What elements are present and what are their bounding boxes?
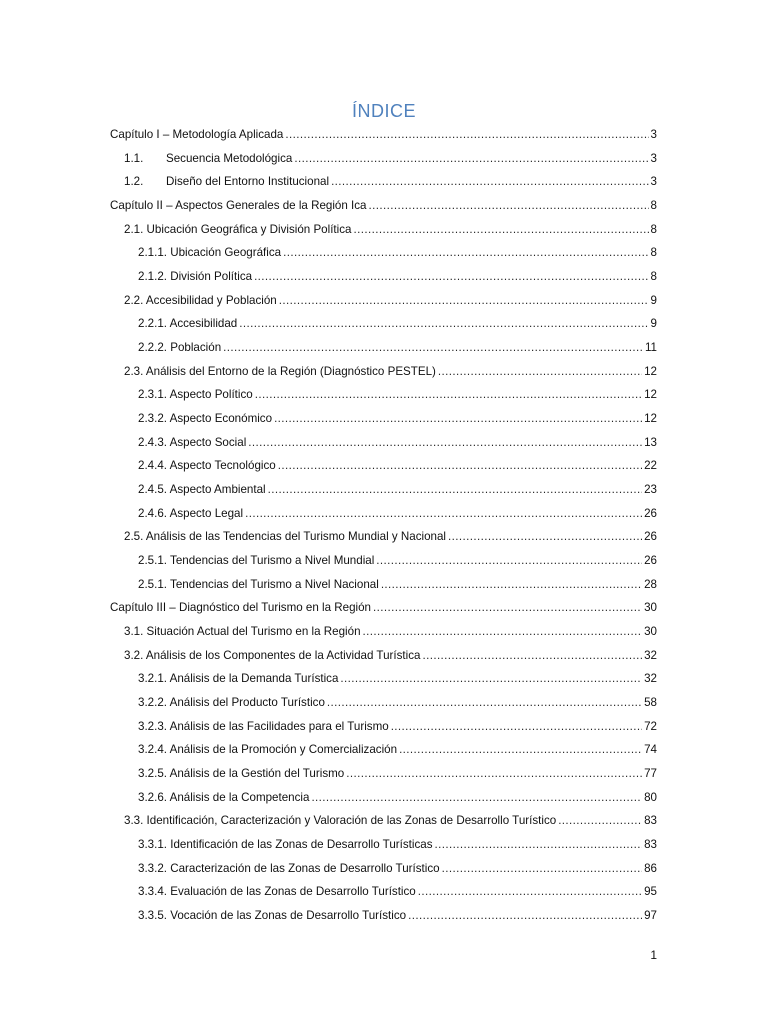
toc-entry-page: 26 <box>644 554 657 567</box>
toc-entry-label: 2.3.1. Aspecto Político <box>138 388 253 401</box>
toc-entry-label: 2.5.1. Tendencias del Turismo a Nivel Nacional <box>138 578 379 591</box>
toc-entry-label: 3.3.5. Vocación de las Zonas de Desarrollo Turístico <box>138 909 407 922</box>
toc-entry-page: 97 <box>644 909 657 922</box>
toc-leader <box>294 151 648 167</box>
toc-leader <box>223 340 643 356</box>
toc-entry[interactable] <box>124 222 657 238</box>
toc-leader <box>435 837 643 853</box>
toc-entry[interactable] <box>138 387 657 403</box>
toc-entry-chapter-2[interactable] <box>110 198 657 214</box>
toc-entry[interactable] <box>138 435 657 451</box>
toc-leader <box>239 316 648 332</box>
toc-entry-page: 13 <box>644 436 657 449</box>
toc-entry-label: Secuencia Metodológica <box>166 152 293 165</box>
toc-entry-page: 80 <box>644 791 657 804</box>
toc-entry[interactable] <box>138 719 657 735</box>
toc-entry-label: 2.2.1. Accesibilidad <box>138 317 238 330</box>
toc-entry-page: 3 <box>650 175 657 188</box>
toc-entry[interactable] <box>138 837 657 853</box>
toc-leader <box>331 174 648 190</box>
toc-entry-page: 32 <box>644 672 657 685</box>
toc-leader <box>268 482 642 498</box>
toc-entry-page: 8 <box>650 246 657 259</box>
toc-leader <box>279 293 649 309</box>
toc-entry-page: 9 <box>650 294 657 307</box>
toc-entry-page: 12 <box>644 388 657 401</box>
toc-entry-page: 30 <box>644 625 657 638</box>
toc-entry[interactable] <box>138 411 657 427</box>
toc-entry-page: 26 <box>644 530 657 543</box>
toc-entry[interactable] <box>124 813 657 829</box>
toc-entry-label: 2.4.4. Aspecto Tecnológico <box>138 459 276 472</box>
toc-entry[interactable] <box>138 553 657 569</box>
toc-entry-page: 8 <box>650 223 657 236</box>
toc-entry-label: 2.5. Análisis de las Tendencias del Turismo Mundial y Nacional <box>124 530 447 543</box>
page-title: ÍNDICE <box>351 101 416 121</box>
toc-entry[interactable] <box>138 766 657 782</box>
toc-leader <box>448 529 642 545</box>
toc-entry-label: Diseño del Entorno Institucional <box>166 175 330 188</box>
toc-leader <box>327 695 642 711</box>
toc-entry-page: 28 <box>644 578 657 591</box>
toc-leader <box>245 506 642 522</box>
toc-entry-page: 3 <box>650 128 657 141</box>
toc-entry-label: 2.2.2. Población <box>138 341 222 354</box>
toc-entry-label: 2.4.6. Aspecto Legal <box>138 507 244 520</box>
toc-entry[interactable] <box>138 340 657 356</box>
toc-entry-label: 3.3.4. Evaluación de las Zonas de Desarrollo Turístico <box>138 885 416 898</box>
toc-entry-chapter-3[interactable] <box>110 600 657 616</box>
toc-leader <box>408 908 642 924</box>
toc-entry-page: 74 <box>644 743 657 756</box>
toc-entry-label: 3.3.1. Identificación de las Zonas de Desarrollo Turísticas <box>138 838 433 851</box>
toc-entry-label: 2.1.1. Ubicación Geográfica <box>138 246 282 259</box>
toc-entry-label: 2.1.2. División Política <box>138 270 253 283</box>
page-number: 1 <box>650 948 657 962</box>
toc-entry-page: 11 <box>644 341 657 354</box>
toc-entry-page: 12 <box>644 365 657 378</box>
toc-leader <box>381 577 642 593</box>
toc-leader <box>373 600 642 616</box>
toc-entry-label: 3.2.2. Análisis del Producto Turístico <box>138 696 325 709</box>
toc-entry-label: 2.1. Ubicación Geográfica y División Política <box>124 223 352 236</box>
toc-leader <box>363 624 643 640</box>
toc-entry-page: 83 <box>644 814 657 827</box>
toc-entry[interactable] <box>138 790 657 806</box>
toc-leader <box>391 719 642 735</box>
toc-leader <box>285 127 648 143</box>
toc-entry-label: 3.3.2. Caracterización de las Zonas de Desarrollo Turístico <box>138 862 440 875</box>
toc-leader <box>353 222 648 238</box>
toc-entry-label: 2.4.5. Aspecto Ambiental <box>138 483 266 496</box>
toc-entry-number: 1.1. <box>124 152 144 165</box>
toc-entry[interactable] <box>138 316 657 332</box>
toc-entry-label: 2.3.2. Aspecto Económico <box>138 412 273 425</box>
toc-entry[interactable] <box>124 174 657 190</box>
toc-entry[interactable] <box>138 577 657 593</box>
toc-leader <box>418 884 642 900</box>
toc-entry[interactable] <box>124 648 657 664</box>
toc-entry[interactable] <box>124 624 657 640</box>
toc-leader <box>255 387 642 403</box>
toc-entry-page: 3 <box>650 152 657 165</box>
toc-entry-page: 77 <box>644 767 657 780</box>
toc-entry-number: 1.2. <box>124 175 144 188</box>
toc-leader <box>274 411 642 427</box>
toc-entry[interactable] <box>124 151 657 167</box>
toc-entry-label: 3.2.4. Análisis de la Promoción y Comercialización <box>138 743 398 756</box>
toc-leader <box>442 861 643 877</box>
toc-entry-page: 30 <box>644 601 657 614</box>
toc-leader <box>254 269 648 285</box>
toc-entry-label: 3.1. Situación Actual del Turismo en la Región <box>124 625 361 638</box>
toc-entry-label: 3.2. Análisis de los Componentes de la Actividad Turística <box>124 649 421 662</box>
toc-entry[interactable] <box>138 695 657 711</box>
toc-leader <box>376 553 642 569</box>
toc-entry[interactable] <box>138 482 657 498</box>
toc-entry-chapter-1[interactable] <box>110 127 657 143</box>
toc-entry-label: 2.3. Análisis del Entorno de la Región (Diagnóstico PESTEL) <box>124 365 436 378</box>
toc-entry-page: 32 <box>644 649 657 662</box>
toc-entry-page: 58 <box>644 696 657 709</box>
toc-entry[interactable] <box>138 742 657 758</box>
toc-leader <box>278 458 642 474</box>
toc-entry[interactable] <box>124 364 657 380</box>
toc-entry-label: 2.5.1. Tendencias del Turismo a Nivel Mundial <box>138 554 375 567</box>
toc-entry-label: 3.2.5. Análisis de la Gestión del Turismo <box>138 767 345 780</box>
toc-entry-label: Capítulo I – Metodología Aplicada <box>110 128 284 141</box>
toc-entry-page: 22 <box>644 459 657 472</box>
toc-entry-page: 23 <box>644 483 657 496</box>
toc-entry-page: 26 <box>644 507 657 520</box>
toc-entry-page: 8 <box>650 270 657 283</box>
toc-entry-label: 3.2.6. Análisis de la Competencia <box>138 791 310 804</box>
toc-leader <box>369 198 649 214</box>
toc-leader <box>422 648 642 664</box>
toc-entry-page: 12 <box>644 412 657 425</box>
toc-entry-label: 3.2.1. Análisis de la Demanda Turística <box>138 672 339 685</box>
toc-entry[interactable] <box>138 458 657 474</box>
toc-entry-page: 86 <box>644 862 657 875</box>
toc-leader <box>558 813 642 829</box>
toc-leader <box>399 742 642 758</box>
toc-entry-page: 83 <box>644 838 657 851</box>
toc-entry[interactable] <box>138 245 657 261</box>
toc-entry[interactable] <box>138 506 657 522</box>
toc-entry-page: 8 <box>650 199 657 212</box>
toc-entry[interactable] <box>138 908 657 924</box>
toc-entry-label: Capítulo II – Aspectos Generales de la Región Ica <box>110 199 367 212</box>
toc-entry[interactable] <box>138 671 657 687</box>
toc-entry[interactable] <box>138 861 657 877</box>
toc-entry-label: 2.2. Accesibilidad y Población <box>124 294 277 307</box>
toc-leader <box>340 671 642 687</box>
toc-leader <box>311 790 642 806</box>
toc-entry[interactable] <box>124 293 657 309</box>
toc-entry-label: 2.4.3. Aspecto Social <box>138 436 247 449</box>
toc-entry-label: Capítulo III – Diagnóstico del Turismo en la Región <box>110 601 372 614</box>
toc-leader <box>248 435 642 451</box>
toc-entry-page: 95 <box>644 885 657 898</box>
toc-entry[interactable] <box>138 269 657 285</box>
toc-leader <box>283 245 648 261</box>
toc-leader <box>346 766 642 782</box>
toc-entry[interactable] <box>138 884 657 900</box>
toc-entry-label: 3.2.3. Análisis de las Facilidades para el Turismo <box>138 720 389 733</box>
toc-entry-label: 3.3. Identificación, Caracterización y Valoración de las Zonas de Desarrollo Turístico <box>124 814 557 827</box>
toc-leader <box>438 364 642 380</box>
toc-entry[interactable] <box>124 529 657 545</box>
toc-entry-page: 72 <box>644 720 657 733</box>
toc-entry-page: 9 <box>650 317 657 330</box>
